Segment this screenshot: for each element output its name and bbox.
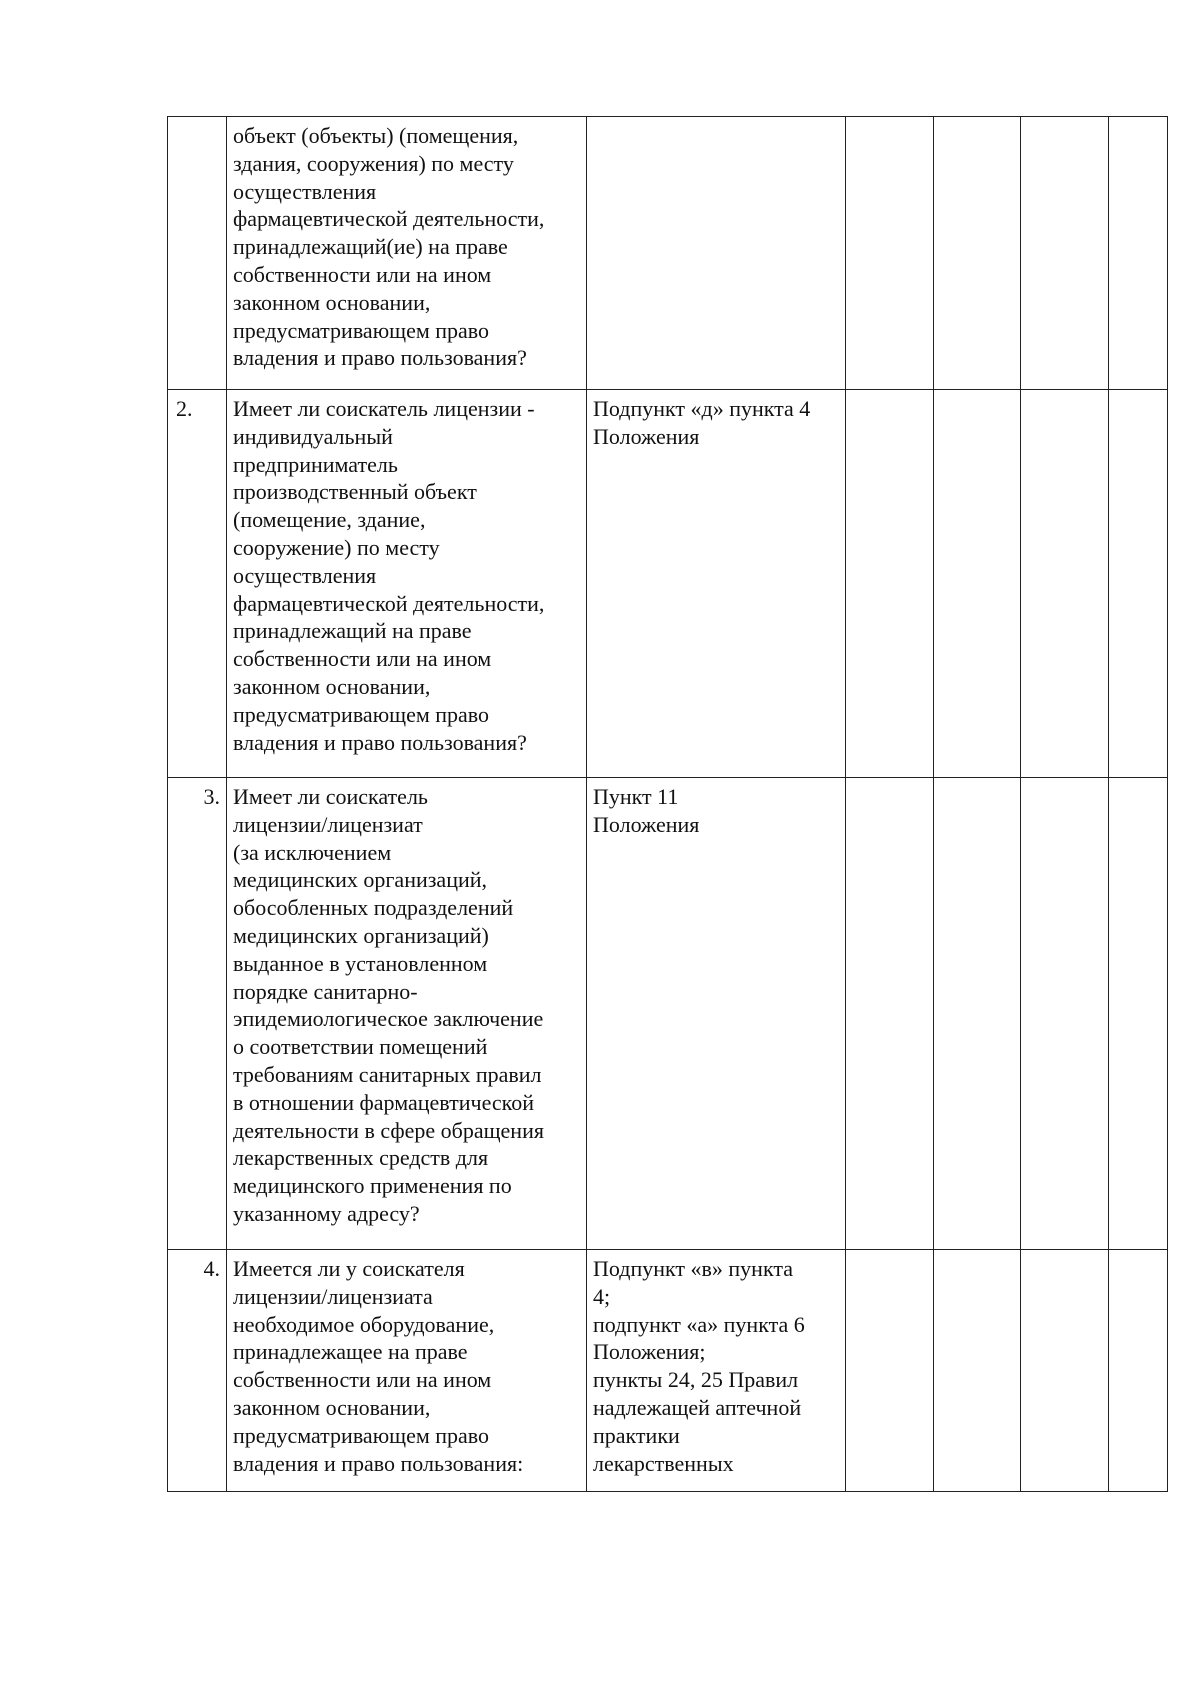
question-cell: объект (объекты) (помещения, здания, сооружения) по месту осуществления фармацевтической деятельности, принадлежащий(ие) на праве собственности или на ином законном основании, предусматривающем право владения и право пользования? (227, 117, 587, 390)
table-row (168, 1250, 1168, 1492)
answer-cell (846, 1250, 934, 1492)
table-row (168, 390, 1168, 778)
answer-cell (934, 1250, 1021, 1492)
answer-cell (934, 778, 1021, 1250)
row-number-cell: 3. (168, 778, 227, 1250)
answer-cell (1021, 1250, 1109, 1492)
checklist-table (167, 116, 1168, 1492)
note-cell (1109, 117, 1168, 390)
question-cell: Имеется ли у соискателя лицензии/лицензиата необходимое оборудование, принадлежащее на праве собственности или на ином законном основании, предусматривающем право владения и право пользования: (227, 1250, 587, 1492)
answer-cell (846, 778, 934, 1250)
question-cell: Имеет ли соискатель лицензии/лицензиат (за исключением медицинских организаций, обособленных подразделений медицинских организаций) выданное в установленном порядке санитарно- эпидемиологическое заключение о соответствии помещений требованиям санитарных правил в отношении фармацевтической деятельности в сфере обращения лекарственных средств для медицинского применения по указанному адресу? (227, 778, 587, 1250)
answer-cell (1021, 117, 1109, 390)
answer-cell (1021, 778, 1109, 1250)
answer-cell (1021, 390, 1109, 778)
row-number-cell: 4. (168, 1250, 227, 1492)
note-cell (1109, 778, 1168, 1250)
reference-cell: Пункт 11 Положения (587, 778, 846, 1250)
question-cell: Имеет ли соискатель лицензии - индивидуальный предприниматель производственный объект (помещение, здание, сооружение) по месту осуществления фармацевтической деятельности, принадлежащий на праве собственности или на ином законном основании, предусматривающем право владения и право пользования? (227, 390, 587, 778)
row-number-cell (168, 117, 227, 390)
answer-cell (846, 117, 934, 390)
reference-cell: Подпункт «д» пункта 4 Положения (587, 390, 846, 778)
reference-cell (587, 117, 846, 390)
row-number-cell: 2. (168, 390, 227, 778)
reference-cell: Подпункт «в» пункта 4; подпункт «а» пункта 6 Положения; пункты 24, 25 Правил надлежащей аптечной практики лекарственных (587, 1250, 846, 1492)
answer-cell (846, 390, 934, 778)
note-cell (1109, 1250, 1168, 1492)
answer-cell (934, 117, 1021, 390)
note-cell (1109, 390, 1168, 778)
answer-cell (934, 390, 1021, 778)
table-row (168, 117, 1168, 390)
table-row (168, 778, 1168, 1250)
